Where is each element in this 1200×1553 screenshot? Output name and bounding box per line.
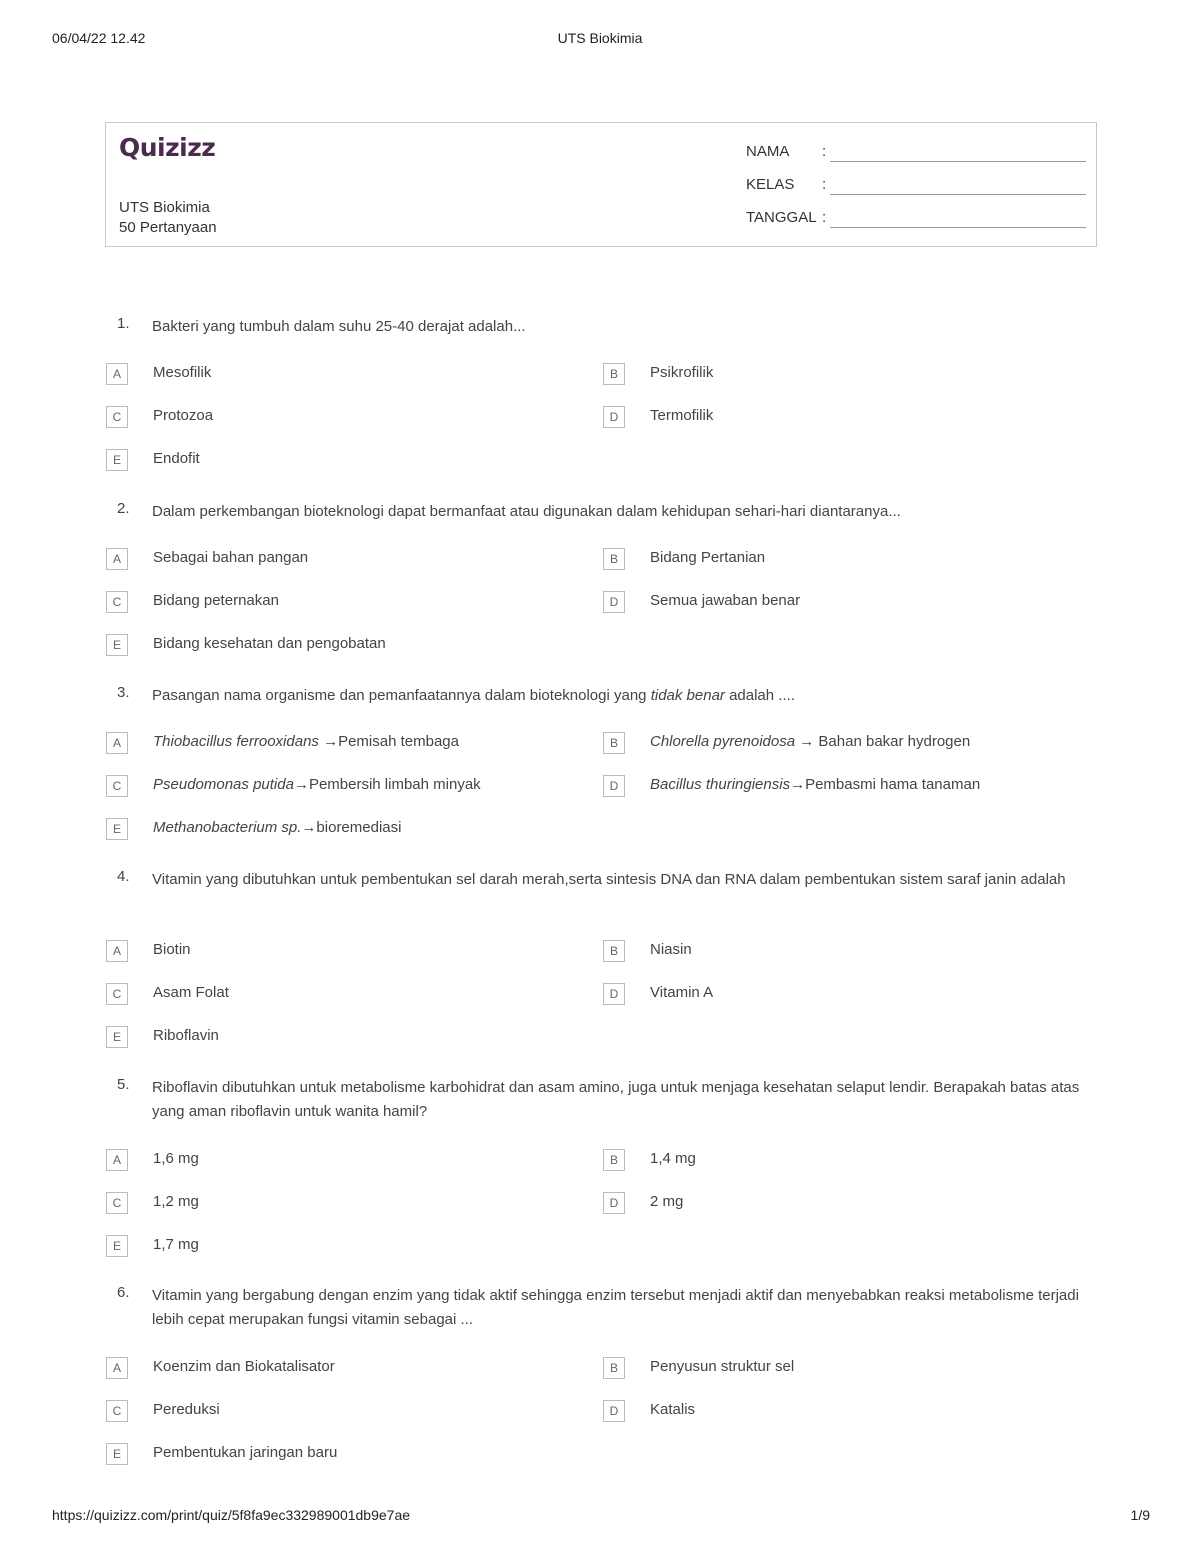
organism-use: →Pembasmi hama tanaman <box>790 776 981 793</box>
date-line <box>830 227 1086 228</box>
option-text: Pembentukan jaringan baru <box>153 1444 338 1461</box>
option-text: Asam Folat <box>153 984 229 1001</box>
organism-name: Pseudomonas putida <box>153 776 294 793</box>
option-text: Termofilik <box>650 407 714 424</box>
print-date: 06/04/22 12.42 <box>52 30 146 46</box>
option-text: Vitamin A <box>650 984 714 1001</box>
question-number: 3. <box>117 684 130 701</box>
question-number: 5. <box>117 1076 130 1093</box>
option-letter-box: B <box>603 1357 625 1379</box>
question-text: Dalam perkembangan bioteknologi dapat bermanfaat atau digunakan dalam kehidupan sehari-hari diantaranya... <box>152 503 901 520</box>
option-letter-box: C <box>106 1192 128 1214</box>
option-text: Niasin <box>650 941 692 958</box>
question-number: 6. <box>117 1284 130 1301</box>
option-text <box>153 819 401 836</box>
option-letter-box: D <box>603 775 625 797</box>
option-letter-box: C <box>106 1400 128 1422</box>
option-letter-box: A <box>106 940 128 962</box>
question-text: Bakteri yang tumbuh dalam suhu 25-40 derajat adalah... <box>152 318 526 335</box>
quizizz-logo: Quizizz <box>119 133 216 162</box>
name-line <box>830 161 1086 162</box>
option-text <box>650 733 970 750</box>
name-label: NAMA <box>746 143 790 160</box>
date-label: TANGGAL <box>746 209 817 226</box>
option-text: Koenzim dan Biokatalisator <box>153 1358 335 1375</box>
option-text: 1,6 mg <box>153 1150 199 1167</box>
option-letter-box: C <box>106 983 128 1005</box>
option-letter-box: A <box>106 1357 128 1379</box>
option-letter-box: A <box>106 548 128 570</box>
option-letter-box: D <box>603 1400 625 1422</box>
option-text: Bidang peternakan <box>153 592 279 609</box>
organism-use: →Pemisah tembaga <box>318 733 459 750</box>
page-number: 1/9 <box>1130 1507 1150 1523</box>
class-line <box>830 194 1086 195</box>
name-field <box>746 143 1086 165</box>
question-count: 50 Pertanyaan <box>119 219 217 236</box>
date-colon: : <box>822 209 827 226</box>
option-text: Riboflavin <box>153 1027 219 1044</box>
option-letter-box: B <box>603 732 625 754</box>
class-colon: : <box>822 176 827 193</box>
option-text: 1,2 mg <box>153 1193 199 1210</box>
question-number: 1. <box>117 315 130 332</box>
question-text <box>152 684 1082 708</box>
organism-name: Chlorella pyrenoidosa <box>650 733 796 750</box>
question-number: 2. <box>117 500 130 517</box>
option-text: Sebagai bahan pangan <box>153 549 309 566</box>
option-letter-box: C <box>106 591 128 613</box>
class-label: KELAS <box>746 176 795 193</box>
option-text: Mesofilik <box>153 364 212 381</box>
date-field <box>746 209 1086 231</box>
option-text <box>153 776 481 793</box>
question-text-post: adalah .... <box>724 687 795 704</box>
organism-name: Thiobacillus ferrooxidans <box>153 733 319 750</box>
question-text-emphasis: tidak benar <box>650 687 725 704</box>
option-letter-box: E <box>106 634 128 656</box>
option-letter-box: B <box>603 548 625 570</box>
option-text: 1,7 mg <box>153 1236 199 1253</box>
option-letter-box: D <box>603 1192 625 1214</box>
option-letter-box: E <box>106 1443 128 1465</box>
print-title: UTS Biokimia <box>557 30 643 46</box>
class-field <box>746 176 1086 198</box>
option-letter-box: A <box>106 363 128 385</box>
option-letter-box: C <box>106 406 128 428</box>
question-number: 4. <box>117 868 130 885</box>
option-letter-box: D <box>603 406 625 428</box>
option-text: Psikrofilik <box>650 364 714 381</box>
question-text: Vitamin yang bergabung dengan enzim yang tidak aktif sehingga enzim tersebut menjadi aktif dan menyebabkan reaksi metabolisme terjadi lebih cepat merupakan fungsi vitamin sebagai ... <box>152 1287 1079 1328</box>
option-text <box>650 776 980 793</box>
option-letter-box: E <box>106 818 128 840</box>
quiz-title: UTS Biokimia <box>119 199 210 216</box>
option-text: Biotin <box>153 941 191 958</box>
option-text: Bidang kesehatan dan pengobatan <box>153 635 386 652</box>
option-text: Semua jawaban benar <box>650 592 801 609</box>
option-text: Pereduksi <box>153 1401 220 1418</box>
option-text: Penyusun struktur sel <box>650 1358 795 1375</box>
option-letter-box: B <box>603 1149 625 1171</box>
option-letter-box: D <box>603 591 625 613</box>
option-letter-box: E <box>106 1026 128 1048</box>
option-letter-box: B <box>603 363 625 385</box>
option-text: 2 mg <box>650 1193 684 1210</box>
quiz-header-box <box>105 122 1097 247</box>
name-colon: : <box>822 143 827 160</box>
organism-name: Bacillus thuringiensis <box>650 776 791 793</box>
option-text: Katalis <box>650 1401 696 1418</box>
option-letter-box: A <box>106 732 128 754</box>
question-text-pre: Pasangan nama organisme dan pemanfaatannya dalam bioteknologi yang <box>152 687 651 704</box>
option-letter-box: D <box>603 983 625 1005</box>
organism-use: →bioremediasi <box>301 819 402 836</box>
option-text <box>153 733 459 750</box>
option-letter-box: B <box>603 940 625 962</box>
option-letter-box: E <box>106 1235 128 1257</box>
organism-use: → Bahan bakar hydrogen <box>795 733 971 750</box>
question-text: Vitamin yang dibutuhkan untuk pembentukan sel darah merah,serta sintesis DNA dan RNA dalam pembentukan sistem saraf janin adalah <box>152 871 1066 888</box>
option-text: Endofit <box>153 450 200 467</box>
option-letter-box: E <box>106 449 128 471</box>
question-text: Riboflavin dibutuhkan untuk metabolisme karbohidrat dan asam amino, juga untuk menjaga kesehatan selaput lendir. Berapakah batas atas yang aman riboflavin untuk wanita hamil? <box>152 1079 1080 1120</box>
option-letter-box: C <box>106 775 128 797</box>
option-text: Protozoa <box>153 407 214 424</box>
organism-name: Methanobacterium sp. <box>153 819 302 836</box>
print-url: https://quizizz.com/print/quiz/5f8fa9ec332989001db9e7ae <box>52 1507 411 1523</box>
option-letter-box: A <box>106 1149 128 1171</box>
option-text: Bidang Pertanian <box>650 549 766 566</box>
organism-use: →Pembersih limbah minyak <box>293 776 481 793</box>
option-text: 1,4 mg <box>650 1150 696 1167</box>
